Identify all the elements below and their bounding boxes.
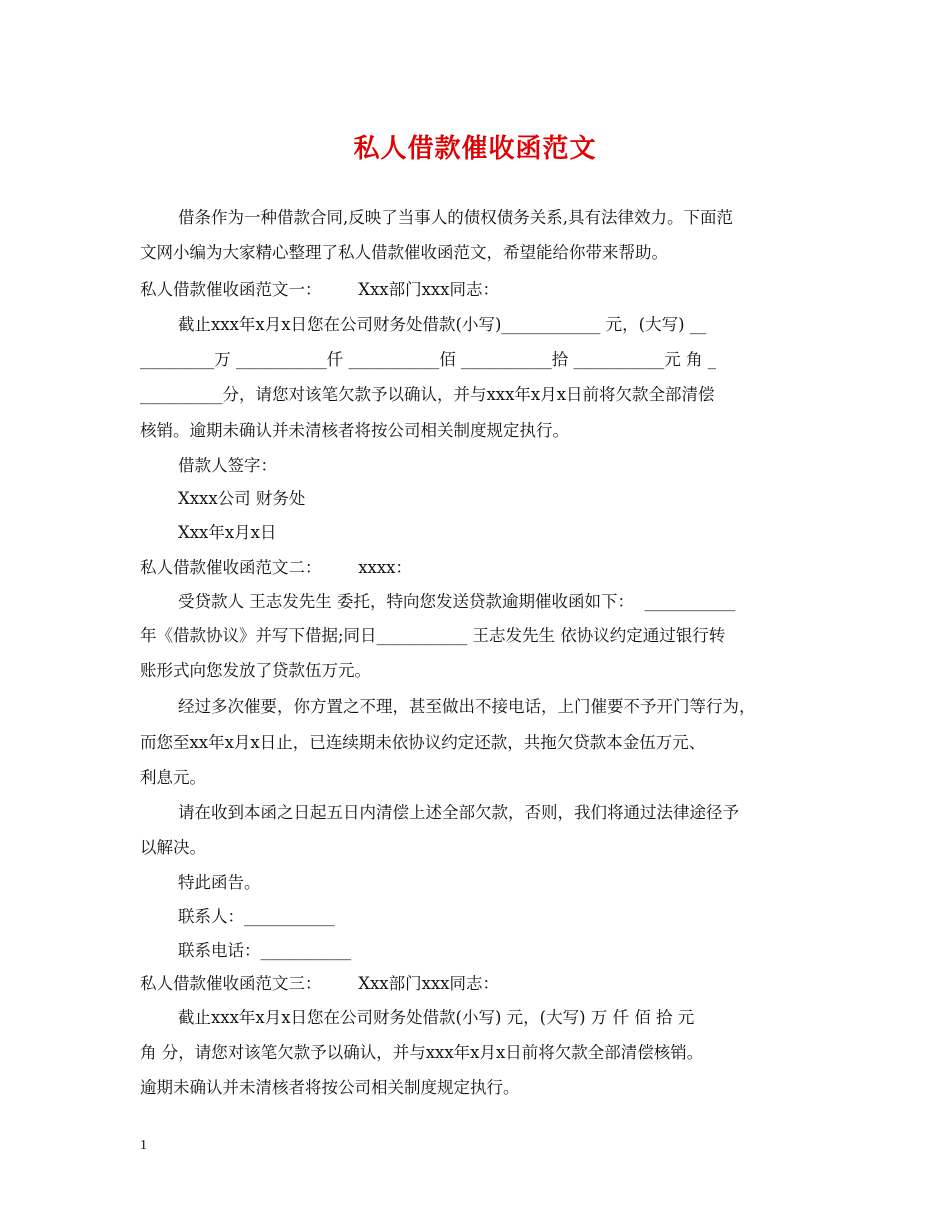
paragraph-line: 截止xxx年x月x日您在公司财务处借款(小写)____________ 元，(大写) __ bbox=[178, 315, 707, 334]
paragraph-line: 角 分，请您对该笔欠款予以确认，并与xxx年x月x日前将欠款全部清偿核销。 bbox=[140, 1043, 704, 1062]
paragraph-line: 以解决。 bbox=[140, 838, 206, 857]
paragraph-line: 账形式向您发放了贷款伍万元。 bbox=[140, 661, 371, 680]
page-number: 1 bbox=[140, 1138, 147, 1153]
paragraph-line: 截止xxx年x月x日您在公司财务处借款(小写) 元，(大写) 万 仟 佰 拾 元 bbox=[178, 1008, 695, 1027]
paragraph-line: 联系电话：___________ bbox=[178, 941, 352, 960]
section-heading: 私人借款催收函范文二： xxxx： bbox=[140, 558, 412, 577]
paragraph-line: __________分，请您对该笔欠款予以确认，并与xxx年x月x日前将欠款全部清偿 bbox=[140, 385, 715, 404]
paragraph-line: 年《借款协议》并写下借据;同日___________ 王志发先生 依协议约定通过银行转 bbox=[140, 626, 726, 645]
paragraph-line: 文网小编为大家精心整理了私人借款催收函范文，希望能给你带来帮助。 bbox=[140, 243, 668, 262]
paragraph-line: 利息元。 bbox=[140, 768, 206, 787]
paragraph-line: 逾期未确认并未清核者将按公司相关制度规定执行。 bbox=[140, 1078, 520, 1097]
paragraph-line: 经过多次催要，你方置之不理，甚至做出不接电话，上门催要不予开门等行为， bbox=[178, 697, 756, 716]
paragraph-line: 受贷款人 王志发先生 委托，特向您发送贷款逾期催收函如下： ___________ bbox=[178, 592, 736, 611]
section-heading: 私人借款催收函范文三： Xxx部门xxx同志： bbox=[140, 974, 499, 993]
paragraph-line: 而您至xx年x月x日止，已连续期未依协议约定还款，共拖欠贷款本金伍万元、 bbox=[140, 733, 706, 752]
paragraph-line: 借款人签字： bbox=[178, 456, 277, 475]
paragraph-line: Xxx年x月x日 bbox=[178, 523, 277, 542]
paragraph-line: 特此函告。 bbox=[178, 873, 261, 892]
document-title: 私人借款催收函范文 bbox=[353, 134, 597, 164]
paragraph-line: 请在收到本函之日起五日内清偿上述全部欠款，否则，我们将通过法律途径予 bbox=[178, 803, 739, 822]
paragraph-line: _________万 ___________仟 ___________佰 ___________拾 ___________元 角 _ bbox=[140, 350, 716, 369]
paragraph-line: Xxxx公司 财务处 bbox=[178, 489, 306, 508]
paragraph-line: 借条作为一种借款合同,反映了当事人的债权债务关系,具有法律效力。下面范 bbox=[178, 208, 733, 227]
section-heading: 私人借款催收函范文一： Xxx部门xxx同志： bbox=[140, 280, 499, 299]
paragraph-line: 核销。逾期未确认并未清核者将按公司相关制度规定执行。 bbox=[140, 421, 569, 440]
paragraph-line: 联系人：___________ bbox=[178, 907, 335, 926]
